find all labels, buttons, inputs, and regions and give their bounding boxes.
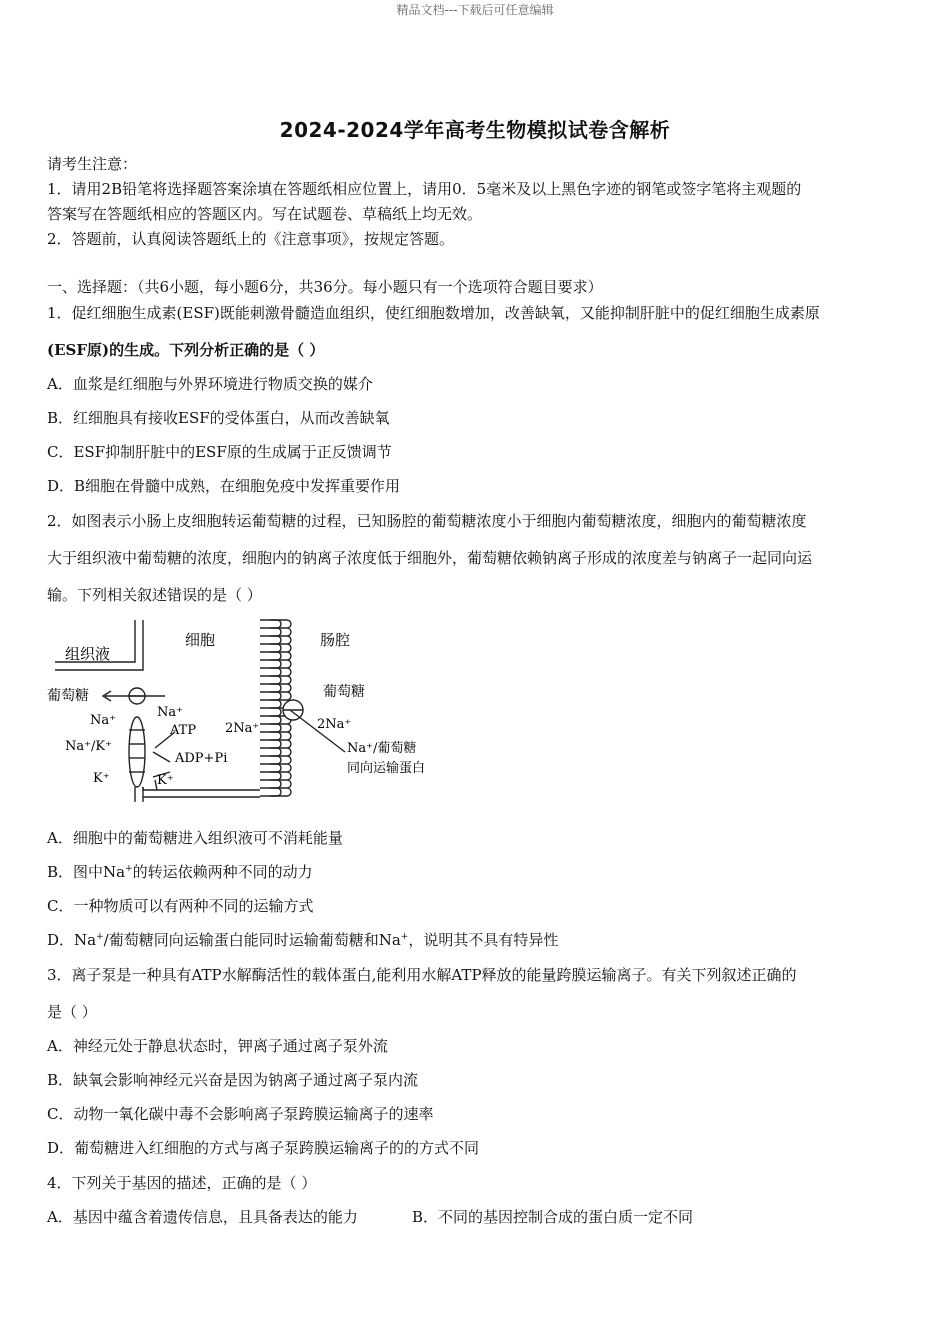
notice-line-3: 2．答题前，认真阅读答题纸上的《注意事项》，按规定答题。 (47, 230, 455, 248)
label-k-2: K⁺ (157, 773, 174, 788)
label-carrier-1: Na⁺/葡萄糖 (347, 741, 417, 756)
label-cell: 细胞 (185, 631, 216, 649)
label-2na-right: 2Na⁺ (317, 717, 352, 732)
label-k-1: K⁺ (93, 771, 110, 786)
label-na-k: Na⁺/K⁺ (65, 739, 112, 754)
q3-option-c: C．动物一氧化碳中毒不会影响离子泵跨膜运输离子的速率 (47, 1105, 434, 1123)
q4-option-b: B．不同的基因控制合成的蛋白质一定不同 (412, 1208, 694, 1226)
notice-line-2: 答案写在答题纸相应的答题区内。写在试题卷、草稿纸上均无效。 (47, 205, 483, 223)
label-tissue: 组织液 (65, 645, 111, 663)
q3-option-b: B．缺氧会影响神经元兴奋是因为钠离子通过离子泵内流 (47, 1071, 419, 1089)
section-heading: 一、选择题：（共6小题，每小题6分，共36分。每小题只有一个选项符合题目要求） (47, 278, 603, 296)
q1-stem-1: 1．促红细胞生成素(ESF)既能刺激骨髓造血组织，使红细胞数增加，改善缺氧，又能抑制肝脏中的促红细胞生成素原 (47, 304, 820, 322)
label-glucose-right: 葡萄糖 (323, 684, 365, 700)
q3-stem-1: 3．离子泵是一种具有ATP水解酶活性的载体蛋白,能利用水解ATP释放的能量跨膜运输离子。有关下列叙述正确的 (47, 966, 797, 984)
q3-stem-2: 是（ ） (47, 1003, 97, 1021)
q2-option-d: D．Na+/葡萄糖同向运输蛋白能同时运输葡萄糖和Na+，说明其不具有特异性 (47, 931, 559, 949)
q2-option-b: B．图中Na+的转运依赖两种不同的动力 (47, 863, 313, 881)
q1-stem-2: (ESF原)的生成。下列分析正确的是（ ） (47, 341, 325, 359)
q1-option-b: B．红细胞具有接收ESF的受体蛋白，从而改善缺氧 (47, 409, 390, 427)
page-title: 2024-2024学年高考生物模拟试卷含解析 (279, 118, 671, 142)
q2-option-a: A．细胞中的葡萄糖进入组织液可不消耗能量 (47, 829, 343, 847)
label-glucose-left: 葡萄糖 (47, 688, 89, 704)
notice-line-1: 1．请用2B铅笔将选择题答案涂填在答题纸相应位置上，请用0．5毫米及以上黑色字迹的钢笔或签字笔将主观题的 (47, 180, 802, 198)
q3-option-d: D．葡萄糖进入红细胞的方式与离子泵跨膜运输离子的的方式不同 (47, 1139, 480, 1157)
q2-option-c: C．一种物质可以有两种不同的运输方式 (47, 897, 314, 915)
q2-stem-2: 大于组织液中葡萄糖的浓度，细胞内的钠离子浓度低于细胞外，葡萄糖依赖钠离子形成的浓度差与钠离子一起同向运 (47, 549, 813, 567)
glucose-transport-diagram (45, 612, 465, 807)
q1-option-a: A．血浆是红细胞与外界环境进行物质交换的媒介 (47, 375, 373, 393)
q4-stem: 4．下列关于基因的描述，正确的是（ ） (47, 1174, 317, 1192)
label-2na-left: 2Na⁺ (225, 721, 260, 736)
q2-stem-3: 输。下列相关叙述错误的是（ ） (47, 586, 262, 604)
q4-option-a: A．基因中蕴含着遗传信息，且具备表达的能力 (47, 1208, 358, 1226)
notice-heading: 请考生注意： (47, 155, 138, 173)
label-na-2: Na⁺ (157, 705, 183, 720)
label-atp: ATP (170, 723, 197, 738)
label-carrier-2: 同向运输蛋白 (347, 761, 426, 776)
page-header: 精品文档---下载后可任意编辑 (396, 3, 554, 17)
q1-option-c: C．ESF抑制肝脏中的ESF原的生成属于正反馈调节 (47, 443, 392, 461)
q1-option-d: D．B细胞在骨髓中成熟，在细胞免疫中发挥重要作用 (47, 477, 401, 495)
label-adp: ADP+Pi (175, 751, 228, 766)
label-na-1: Na⁺ (90, 713, 116, 728)
q3-option-a: A．神经元处于静息状态时，钾离子通过离子泵外流 (47, 1037, 388, 1055)
q2-stem-1: 2．如图表示小肠上皮细胞转运葡萄糖的过程，已知肠腔的葡萄糖浓度小于细胞内葡萄糖浓度，细胞内的葡萄糖浓度 (47, 512, 807, 530)
label-lumen: 肠腔 (320, 631, 351, 649)
